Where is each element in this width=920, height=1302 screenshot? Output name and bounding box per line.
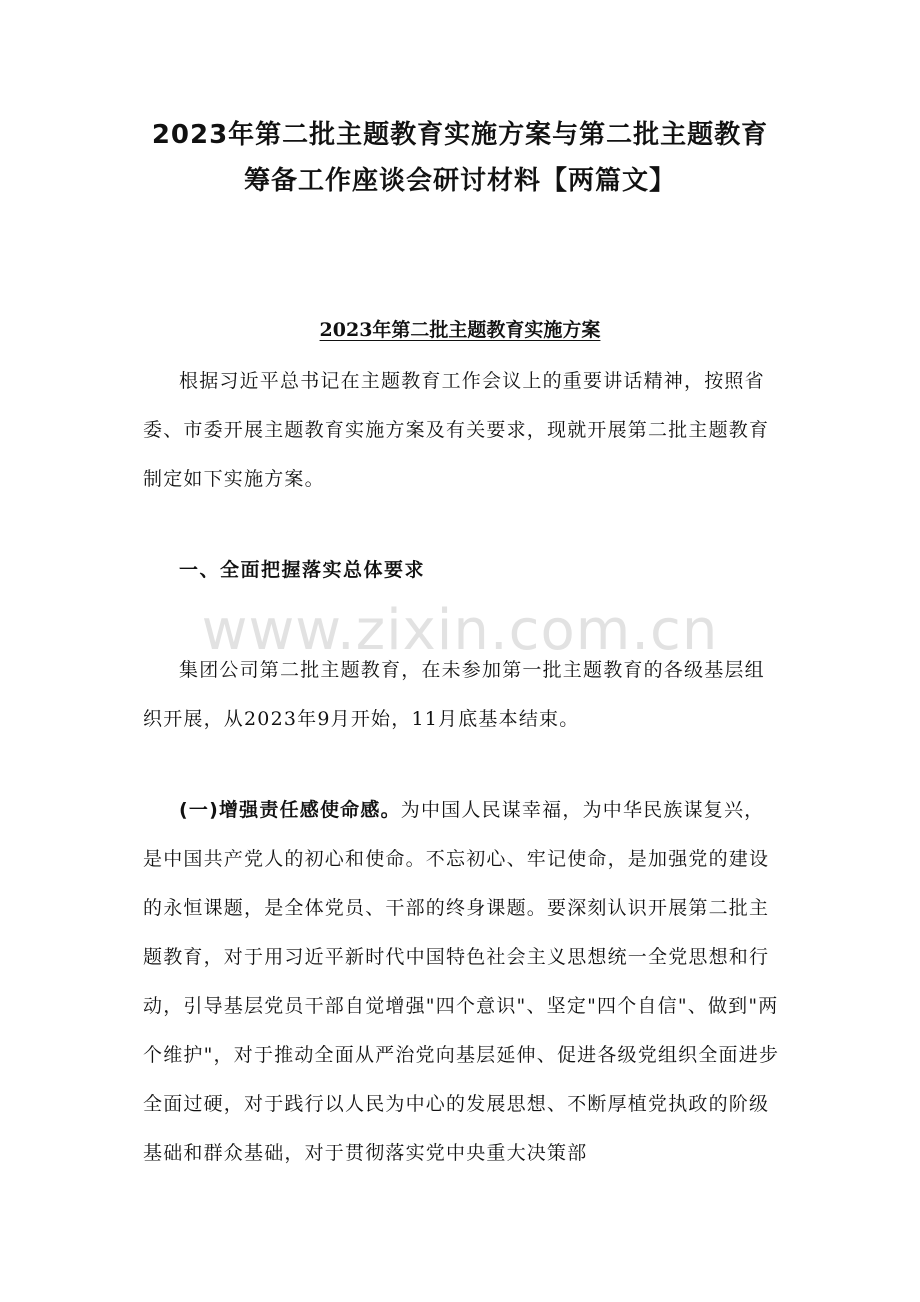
title-line-2: 筹备工作座谈会研讨材料【两篇文】 xyxy=(243,166,676,196)
intro-text: 根据习近平总书记在主题教育工作会议上的重要讲话精神，按照省委、市委开展主题教育实施方案及有关要求，现就开展第二批主题教育制定如下实施方案。 xyxy=(143,370,770,490)
item-1-paragraph xyxy=(143,786,783,1178)
item-1-body: 为中国人民谋幸福，为中华民族谋复兴，是中国共产党人的初心和使命。不忘初心、牢记使命，是加强党的建设的永恒课题，是全体党员、干部的终身课题。要深刻认识开展第二批主题教育，对于用习近平新时代中国特色社会主义思想统一全党思想和行动，引导基层党员干部自觉增强"四个意识"、坚定"四个自信"、做到"两个维护"，对于推动全面从严治党向基层延伸、促进各级党组织全面进步全面过硬，对于践行以人民为中心的发展思想、不断厚植党执政的阶级基础和群众基础，对于贯彻落实党中央重大决策部 xyxy=(143,799,780,1164)
watermark: www.zixin.com.cn xyxy=(201,598,719,663)
section-1-heading: 一、全面把握落实总体要求 xyxy=(179,559,426,581)
section-1-paragraph xyxy=(143,646,783,744)
section-1-text: 集团公司第二批主题教育，在未参加第一批主题教育的各级基层组织开展，从2023年9月开始，11月底基本结束。 xyxy=(143,659,765,730)
section-subtitle: 2023年第二批主题教育实施方案 xyxy=(319,319,601,341)
item-1-lead: (一)增强责任感使命感。 xyxy=(179,799,401,821)
intro-paragraph xyxy=(143,357,783,504)
title-line-1: 2023年第二批主题教育实施方案与第二批主题教育 xyxy=(151,120,769,150)
document-title xyxy=(100,112,820,204)
